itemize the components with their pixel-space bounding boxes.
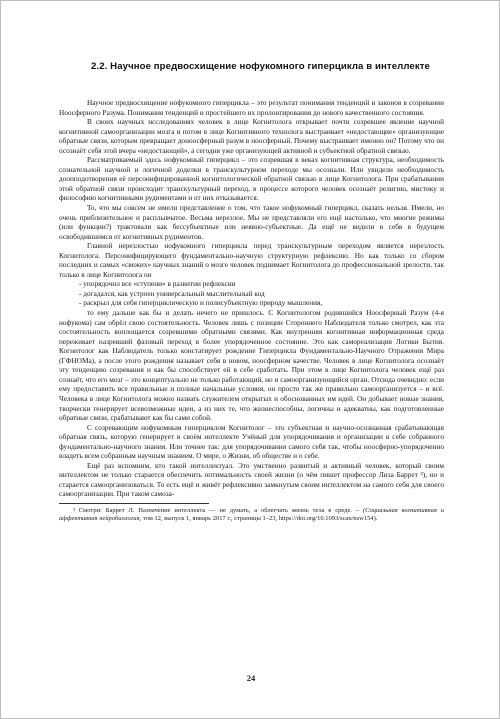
list-item-1: - упорядочил все «ступени» в развитии рефлексии [79,279,236,289]
page-number: 24 [246,673,256,683]
footnote [59,507,444,524]
paragraph-8: Ещё раз вспомним, кто такой интеллектуал. Это умственно развитый и активный человек, который своим интеллектом не только старается обеспечить оптимальность своей жизни (о чём пишет профессор Лиза Баррет ³), но и старается самоорганизоваться. То есть ещё и живёт рефлексивно замкнутым своим интеллектом на самого себя для своего самоорганизации. При таком самоза- [59,460,444,499]
footnote-journal: (Социальная когнитивная и аффективная нейробиология, [59,506,444,523]
list [59,279,444,308]
paragraph-3: Рассматриваемый здесь нофукомный гиперцикл – это созревшая в веках когнитивная структура, необходимость сознательной научной и логичной доделки в транскультурном переходе мы осознали. Или увидели необходимость доопподотворения её персонифицированной когнитологической обратной связью в лице Когнитолога. При срабатывании этой обратной связи происходит транскультурный переход, в процессе которого человек осознаёт религию, мистику и философию когнитивными рудиментами и от них отказывается. [59,155,444,203]
footnote-text-prefix: Смотри: Баррет Л. Назначение интеллекта — не думать, а облегчать жизнь тела в среде. – [78,506,363,514]
page-content [59,61,444,524]
paragraph-2: В своих научных исследованиях человек в лице Когнитолога открывает почти созревшее явление научной когнитивной самоорганизации мозга и потом в лице Когнитивного технолога выстраивает «недостающие» организующие обратные связи, которым превращает доноосферный разум в ноосферный. Почему выстраивает именно он? Потому что он осознаёт себя этой вчера «недостающей», а сегодня уже организующей активной и субъектной обратной связью. [59,117,444,155]
paragraph-5: Главной нерезлостью нофукомного гиперцикла перед транскультурным переходом является нерезлость Когнитолога. Персонифицирующего фундаментально-научную структурную рефлексию. Но как только со сбором последних и самых «свежих» научных знаний о мозге человек поднимает Когнитолога до профессиональной зрелости, так только в лице Когнитолога он [59,241,444,279]
paragraph-1: Научное предвосхищение нофукомного гиперцикла – это результат понимания тенденций и законов в созревании Ноосферного Разума. Понимания тенденций и простейшего их пролонгирования до нового качественного состояния. [59,98,444,117]
paragraph-6: то ему дальше как бы и делать нечего не пришлось. С Когнитологом родившийся Ноосферный Разум (4-я нофукома) сам обрёл свою состоятельность. Человек лишь с позиции Стороннего Наблюдателя только смотрел, как эта состоятельность воплощается созревшими обратными связями. Как внутренняя когнитивная информационная среда переживает назревший фазовый переход в более упорядоченное состояние. Это как самореализация Логики Бытия. Когнитолог как Наблюдатель только констатирует рождение Гиперцикла Фундаментально-Научного Отражения Мира (ГФНОМа), а после этого рождения называет себя в новом, ноосферном качестве. Человек в лице Когнитолога осознаёт эту тенденцию созревания и как бы способствует ей в себе сработать. При этом в лице Когнитолога человек ещё раз сознаёт, что его мозг – это концептуально не только работающий, но и самоорганизующийся орган. Отсюда очевидно: если ему предоставить все правильные и полные начальные условия, он просто так же правильно самоорганизуется – и всё. Человека в лице Когнитолога можно назвать служителем открытых и обоснованных им идей. Он добывает новые знания, творчески генерирует всевозможные идеи, а из них те, что жизнеспособны, логичны и адекватны, как подготовленные обратные связи, срабатывают как бы сами собой. [59,308,444,423]
section-title: 2.2. Научное предвосхищение нофукомного гиперцикла в интеллекте [91,61,430,72]
footnote-number: ³ [73,506,75,514]
list-item-3: - раскрыл для себя гиперциклическую и полисубъектную природу мышления, [79,298,323,308]
footnote-text-suffix: том 12, выпуск 1, январь 2017 г., страницы 1–23, https://doi.org/10.1093/scan/nsw154). [141,515,378,523]
paragraph-7: С созревающим нофукомным гиперциклом Когнитолог – это субъектная и научно-осознанная срабатывающая обратная связь, которую генерирует в своём интеллекте Учёный для упорядочивания и организации в себе собранного фундаментально-научного знания. Или точнее так: для упорядочивания самого себя так, чтобы ноосферно-упорядоченно владеть всем собранным научным знанием. О мире, о Жизни, об обществе и о себе. [59,422,444,461]
paragraph-4: То, что мы совсем не имели представление о том, что такое нофукомный гиперцикл, сказать нельзя. Имели, но очень приблизительное и расплывчатое. Весьма нерезлое. Мы не представляли его ещё настолько, что многие режимы (или функции?) трактовали как бессубъектные или неявно-субъектные. Да ещё не видели в себя в будущем освободившимся от когнитивных рудиментов. [59,203,444,241]
footnote-divider [59,503,209,504]
list-item-2: - догадался, как устроен универсальный мыслительный код [79,288,265,298]
